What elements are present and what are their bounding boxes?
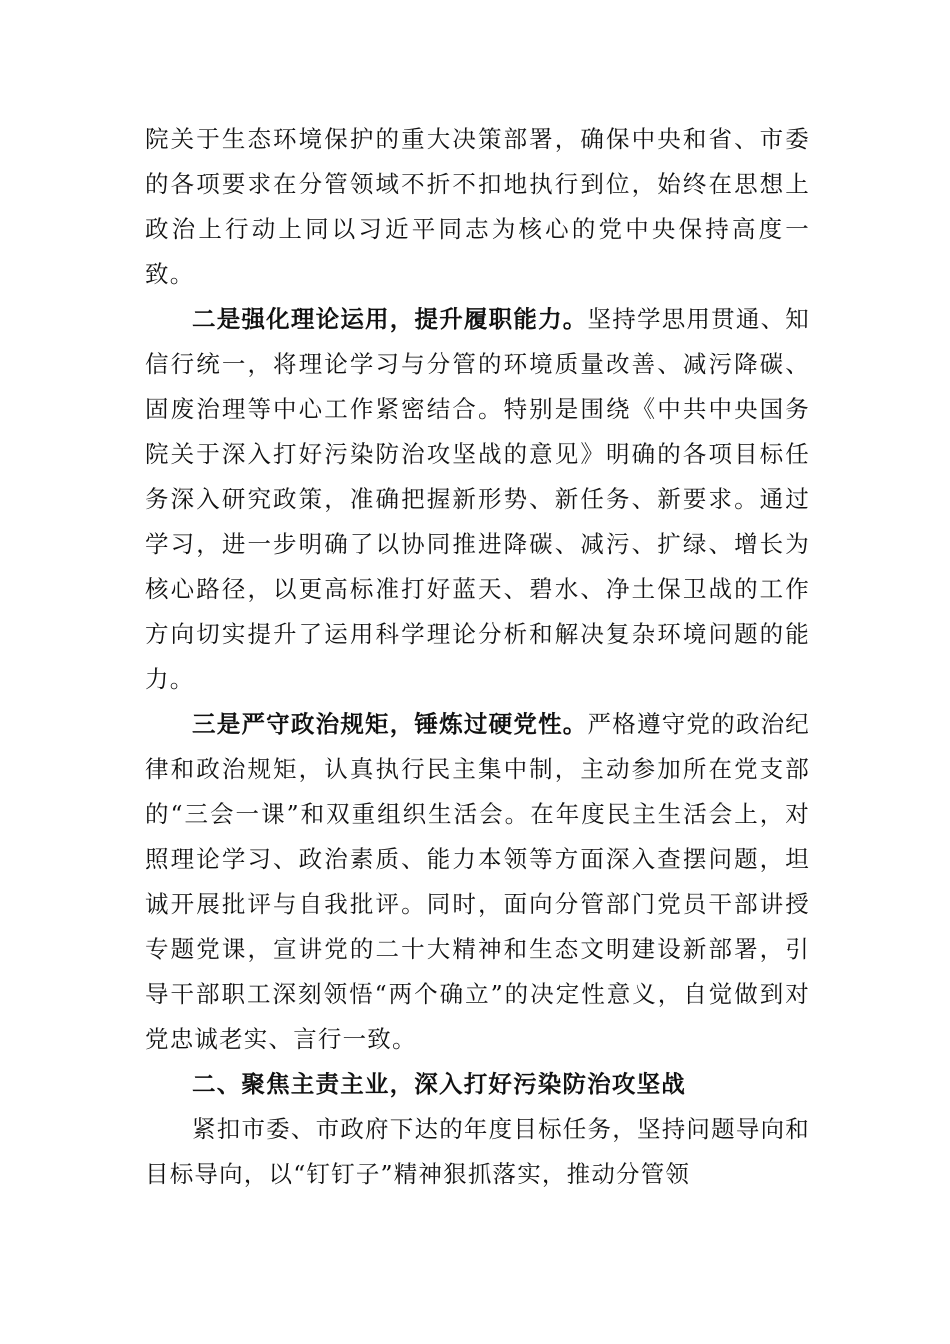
paragraph-political-rules: [145, 702, 810, 1062]
paragraph-theory-application: [145, 297, 810, 702]
paragraph-text: 坚持学思用贯通、知信行统一，将理论学习与分管的环境质量改善、减污降碳、固废治理等中心工作紧密结合。特别是围绕《中共中央国务院关于深入打好污染防治攻坚战的意见》明确的各项目标任务深入研究政策，准确把握新形势、新任务、新要求。通过学习，进一步明确了以协同推进降碳、减污、扩绿、增长为核心路径，以更高标准打好蓝天、碧水、净土保卫战的工作方向切实提升了运用科学理论分析和解决复杂环境问题的能力。: [145, 305, 810, 693]
paragraph-lead: 三是严守政治规矩，锤炼过硬党性。: [192, 710, 588, 738]
paragraph-lead: 二是强化理论运用，提升履职能力。: [192, 305, 588, 333]
paragraph-continuation: [145, 117, 810, 297]
paragraph-final: [145, 1107, 810, 1197]
paragraph-text: 严格遵守党的政治纪律和政治规矩，认真执行民主集中制，主动参加所在党支部的“三会一课”和双重组织生活会。在年度民主生活会上，对照理论学习、政治素质、能力本领等方面深入查摆问题，坦诚开展批评与自我批评。同时，面向分管部门党员干部讲授专题党课，宣讲党的二十大精神和生态文明建设新部署，引导干部职工深刻领悟“两个确立”的决定性意义，自觉做到对党忠诚老实、言行一致。: [145, 710, 810, 1053]
section-heading: 二、聚焦主责主业，深入打好污染防治攻坚战: [192, 1070, 686, 1098]
paragraph-text: 院关于生态环境保护的重大决策部署，确保中央和省、市委的各项要求在分管领域不折不扣地执行到位，始终在思想上政治上行动上同以习近平同志为核心的党中央保持高度一致。: [145, 125, 810, 288]
paragraph-text: 紧扣市委、市政府下达的年度目标任务，坚持问题导向和目标导向，以“钉钉子”精神狠抓落实，推动分管领: [145, 1115, 810, 1188]
document-page: [145, 117, 810, 1197]
